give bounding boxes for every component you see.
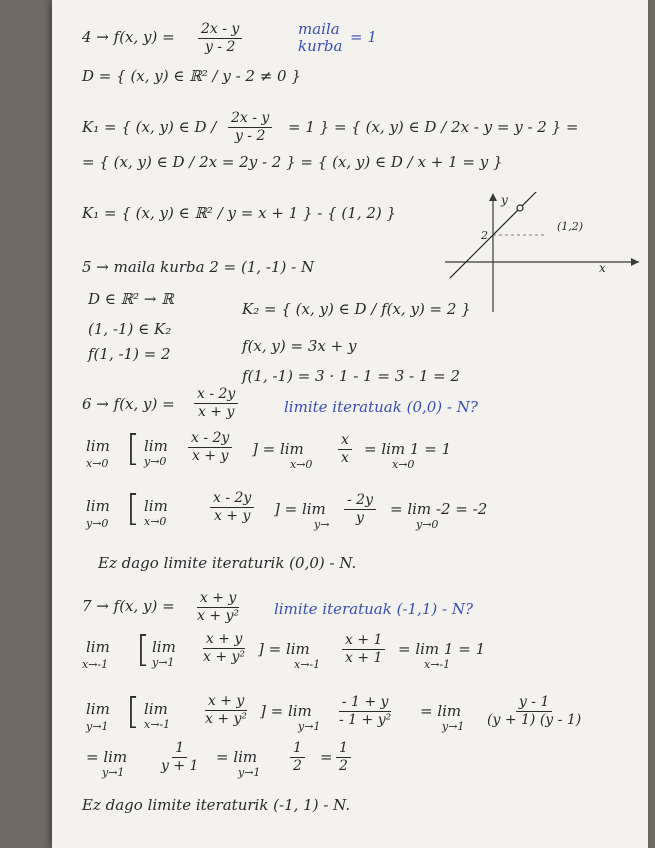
p4-function-fraction (198, 21, 242, 56)
p7-r1-x-fraction (342, 632, 385, 667)
p6-r1-frac-numerator: x - 2y (188, 430, 232, 448)
p6-r1-end: = lim 1 = 1 (364, 440, 452, 458)
p7-r2-inner-sub: x→-1 (144, 718, 171, 731)
p7-r3-result-numerator: 1 (336, 740, 351, 758)
p7-r2-y-numerator: - 1 + y (339, 694, 392, 712)
p6-r1-frac-denominator: x + y (191, 448, 229, 464)
p6-function-fraction (194, 386, 238, 421)
p6-r2-end-sub: y→0 (416, 518, 439, 531)
p6-r1-lim: lim (86, 437, 110, 455)
p7-r1-frac-numerator: x + y (203, 631, 245, 649)
p6-r1-mid-sub: x→0 (290, 458, 313, 471)
p4-k1-frac-numerator: 2x - y (228, 110, 272, 128)
p6-r2-inner-lim: lim (144, 497, 168, 515)
p6-r1-x-fraction (338, 432, 352, 467)
p7-r2-mid-sub: y→1 (298, 720, 321, 733)
p7-r2-y-denominator: - 1 + y² (339, 712, 392, 728)
p4-k1-b: = 1 } = { (x, y) ∈ D / 2x - y = y - 2 } = (288, 118, 579, 136)
p6-frac-denominator: x + y (197, 404, 235, 420)
p7-r3-half (290, 740, 305, 775)
p7-r3-half-denominator: 2 (293, 758, 302, 774)
p6-r1-x-numerator: x (338, 432, 352, 450)
p6-r2-frac-numerator: x - 2y (210, 490, 254, 508)
graph-y-arrow (489, 193, 497, 201)
p7-r2-mid: ] = lim (260, 702, 312, 720)
p6-r2-outer-sub: y→0 (86, 517, 109, 530)
p7-r2-fraction (202, 693, 250, 728)
p7-r1-lim: lim (86, 638, 110, 656)
p4-frac-numerator: 2x - y (198, 21, 242, 39)
graph-y-label: y (501, 193, 508, 207)
p7-frac-denominator: x + y² (197, 608, 240, 624)
p7-r1-outer-sub: x→-1 (82, 658, 109, 671)
p7-r2-last-fraction (484, 694, 584, 729)
p7-r1-mid-sub: x→-1 (294, 658, 321, 671)
p4-domain: D = { (x, y) ∈ ℝ² / y - 2 ≠ 0 } (82, 67, 301, 85)
p6-r1-x-denominator: x (341, 450, 349, 466)
p7-conclusion: Ez dago limite iteraturik (-1, 1) - N. (82, 796, 351, 814)
p7-r3-a: = lim (86, 748, 128, 766)
p6-r2-frac-denominator: x + y (213, 508, 251, 524)
p7-r1-x-denominator: x + 1 (345, 650, 383, 666)
p6-r2-end: = lim -2 = -2 (390, 500, 488, 518)
p5-domain: D ∈ ℝ² → ℝ (88, 290, 174, 308)
p6-r1-inner-sub: y→0 (144, 455, 167, 468)
p7-frac-numerator: x + y (197, 590, 239, 608)
p7-r1-inner-sub: y→1 (152, 656, 175, 669)
p7-r2-eq: = lim (420, 702, 462, 720)
p5-k2: K₂ = { (x, y) ∈ D / f(x, y) = 2 } (242, 300, 471, 318)
p7-r3-fraction (158, 740, 201, 775)
p7-r3-b: = lim (216, 748, 258, 766)
p6-r2-lim: lim (86, 497, 110, 515)
p4-k1-d: K₁ = { (x, y) ∈ ℝ² / y = x + 1 } - { (1, 2) } (82, 204, 397, 222)
p7-r1-bracket: [ (136, 629, 151, 670)
p4-note-eq: = 1 (350, 28, 377, 46)
p5-title: 5 → maila kurba 2 = (1, -1) - N (82, 258, 315, 276)
p6-function-head: 6 → f(x, y) = (82, 395, 175, 413)
p6-r2-mid-sub: y→ (314, 518, 330, 531)
p7-r3-a-sub: y→1 (102, 766, 125, 779)
p6-r2-bracket: [ (126, 488, 141, 529)
p4-note-top: maila (298, 20, 340, 38)
p6-r1-inner-lim: lim (144, 437, 168, 455)
p4-k1-fraction (228, 110, 272, 145)
p4-k1-a: K₁ = { (x, y) ∈ D / (82, 118, 217, 136)
p7-r1-inner-lim: lim (152, 638, 176, 656)
p7-function-head: 7 → f(x, y) = (82, 597, 175, 615)
p7-r2-frac-numerator: x + y (205, 693, 247, 711)
p6-r1-outer-sub: x→0 (86, 457, 109, 470)
p7-r2-frac-denominator: x + y² (205, 711, 248, 727)
p7-note: limite iteratuak (-1,1) - N? (274, 600, 473, 618)
graph-point-label: (1,2) (557, 220, 584, 233)
level-curve-graph (445, 192, 639, 312)
p7-r3-frac-denominator: y + 1 (161, 758, 199, 774)
p7-r2-y-fraction (336, 694, 394, 729)
p6-r1-mid: ] = lim (252, 440, 304, 458)
p7-r1-mid: ] = lim (258, 640, 310, 658)
p5-f-value: f(1, -1) = 2 (88, 345, 171, 363)
p6-note: limite iteratuak (0,0) - N? (284, 398, 478, 416)
p7-r2-bracket: [ (126, 691, 141, 732)
p7-r3-half-numerator: 1 (290, 740, 305, 758)
p7-r2-inner-lim: lim (144, 700, 168, 718)
p4-k1-frac-denominator: y - 2 (234, 128, 266, 144)
p7-r1-end-sub: x→-1 (424, 658, 451, 671)
p6-conclusion: Ez dago limite iteraturik (0,0) - N. (98, 554, 357, 572)
p6-r1-bracket: [ (126, 428, 141, 469)
p7-r1-fraction (200, 631, 248, 666)
p6-r2-fraction (210, 490, 254, 525)
p6-r2-mid: ] = lim (274, 500, 326, 518)
p7-r1-x-numerator: x + 1 (342, 632, 385, 650)
graph-x-label: x (599, 261, 606, 275)
p5-in-k2: (1, -1) ∈ K₂ (88, 320, 172, 338)
p6-r2-y-denominator: y (356, 510, 364, 526)
p4-frac-denominator: y - 2 (204, 39, 236, 55)
p5-f-definition: f(x, y) = 3x + y (242, 337, 357, 355)
p7-r3-frac-numerator: 1 (172, 740, 187, 758)
p7-r1-frac-denominator: x + y² (203, 649, 246, 665)
graph-tick-y: 2 (481, 229, 488, 242)
p7-r3-b-sub: y→1 (238, 766, 261, 779)
p6-r1-end-sub: x→0 (392, 458, 415, 471)
graph-x-arrow (631, 258, 639, 266)
p6-r1-fraction (188, 430, 232, 465)
p7-r2-last-numerator: y - 1 (516, 694, 552, 712)
p7-r3-eq: = (320, 748, 333, 766)
notebook-page (52, 0, 648, 848)
graph-excluded-point (517, 205, 523, 211)
p4-function-head: 4 → f(x, y) = (82, 28, 175, 46)
p4-k1-c: = { (x, y) ∈ D / 2x = 2y - 2 } = { (x, y) ∈ D / x + 1 = y } (82, 153, 503, 171)
p7-r2-eq-sub: y→1 (442, 720, 465, 733)
p7-r3-result-denominator: 2 (339, 758, 348, 774)
p6-r2-inner-sub: x→0 (144, 515, 167, 528)
p6-frac-numerator: x - 2y (194, 386, 238, 404)
p6-r2-y-numerator: - 2y (344, 492, 376, 510)
p7-r3-result (336, 740, 351, 775)
p7-function-fraction (194, 590, 242, 625)
p7-r1-end: = lim 1 = 1 (398, 640, 486, 658)
p7-r2-last-denominator: (y + 1) (y - 1) (487, 712, 582, 728)
p4-note-bottom: kurba (298, 37, 343, 55)
p7-r2-lim: lim (86, 700, 110, 718)
p6-r2-y-fraction (344, 492, 376, 527)
p7-r2-outer-sub: y→1 (86, 720, 109, 733)
p5-f-calc: f(1, -1) = 3 · 1 - 1 = 3 - 1 = 2 (242, 367, 461, 385)
